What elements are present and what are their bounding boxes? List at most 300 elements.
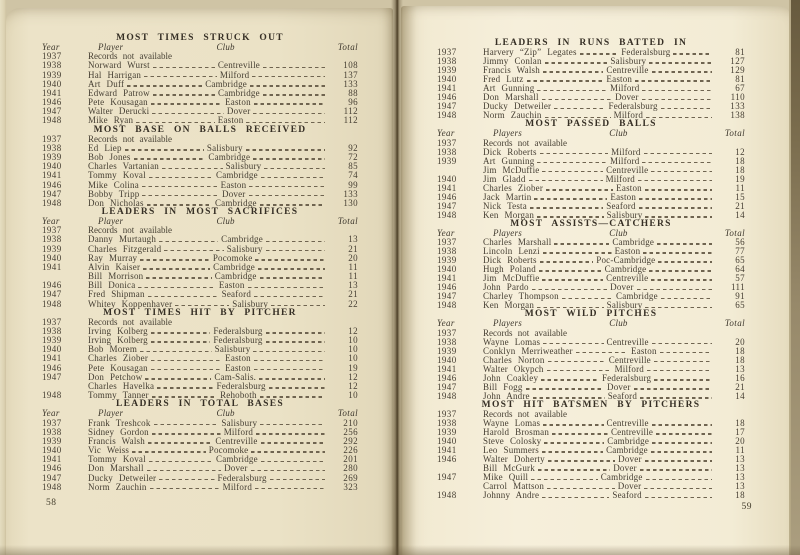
row-year: 1948 bbox=[42, 298, 62, 309]
row-club: Cambridge bbox=[213, 261, 255, 272]
dotted-leader bbox=[540, 153, 608, 155]
row-total: 10 bbox=[348, 390, 359, 401]
dotted-leader bbox=[152, 433, 221, 435]
dotted-leader bbox=[661, 108, 712, 110]
dotted-leader bbox=[263, 67, 325, 69]
column-label-total: Total bbox=[337, 42, 359, 53]
dotted-leader bbox=[270, 479, 325, 481]
dotted-leader bbox=[530, 207, 603, 209]
row-total: 10 bbox=[348, 353, 358, 364]
row-player: Fred Lutz bbox=[483, 74, 524, 85]
section-title: LEADERS IN TOTAL BASES bbox=[116, 399, 284, 410]
dotted-leader bbox=[260, 424, 325, 426]
row-player: Don Marshall bbox=[88, 463, 144, 474]
dotted-leader bbox=[252, 76, 325, 78]
row-player: Jimmy Conlan bbox=[483, 56, 542, 67]
row-club: Centreville bbox=[606, 164, 649, 175]
row-total: 112 bbox=[343, 115, 359, 126]
row-club: Salisbury bbox=[225, 161, 262, 172]
dotted-leader bbox=[639, 207, 712, 209]
row-club: Centreville bbox=[606, 417, 649, 428]
dotted-leader bbox=[644, 153, 712, 155]
row-player: Irving Kolberg bbox=[88, 335, 148, 346]
row-player: Bill Donica bbox=[88, 280, 136, 291]
dotted-leader bbox=[526, 388, 604, 390]
row-player: Whitey Koppenhaver bbox=[88, 298, 173, 309]
row-player: Norward Wurst bbox=[88, 60, 150, 71]
column-label-player: Player bbox=[98, 216, 124, 227]
row-total: 18 bbox=[735, 155, 746, 166]
row-player: Hal Harrigan bbox=[88, 69, 142, 80]
dotted-leader bbox=[552, 433, 608, 435]
row-player: Bill McGurk bbox=[483, 463, 535, 474]
row-year: 1948 bbox=[437, 490, 457, 501]
dotted-leader bbox=[125, 149, 204, 151]
row-year: 1937 bbox=[42, 51, 62, 62]
row-club: Cambridge bbox=[221, 234, 263, 245]
row-year: 1947 bbox=[437, 101, 457, 112]
dotted-leader bbox=[142, 186, 218, 188]
row-player: Jim Gladd bbox=[483, 173, 526, 184]
row-total: 64 bbox=[735, 264, 745, 275]
dotted-leader bbox=[151, 332, 210, 334]
row-club: Rehoboth bbox=[220, 390, 257, 401]
page-number-left: 58 bbox=[46, 498, 57, 508]
dotted-leader bbox=[541, 379, 599, 381]
row-club: Dover bbox=[618, 454, 642, 465]
dotted-leader bbox=[576, 352, 628, 354]
row-total: 91 bbox=[735, 291, 746, 302]
dotted-leader bbox=[149, 461, 213, 463]
row-player: Harold Brosman bbox=[483, 427, 550, 438]
dotted-leader bbox=[146, 277, 211, 279]
row-year: 1941 bbox=[42, 87, 62, 98]
dotted-leader bbox=[138, 287, 215, 289]
row-total: 112 bbox=[343, 106, 358, 117]
column-label-club: Club bbox=[216, 216, 235, 227]
row-year: 1948 bbox=[42, 197, 62, 208]
column-label-player: Player bbox=[98, 408, 124, 419]
dotted-leader bbox=[643, 252, 712, 254]
dotted-leader bbox=[542, 451, 603, 453]
column-label-year: Year bbox=[42, 408, 60, 419]
scan-bottom-shadow bbox=[0, 545, 800, 555]
dotted-leader bbox=[263, 94, 325, 96]
row-player: Bill Morrison bbox=[88, 271, 144, 282]
dotted-leader bbox=[153, 67, 215, 69]
row-club: Cambridge bbox=[214, 271, 257, 282]
row-total: 130 bbox=[343, 197, 359, 208]
dotted-leader bbox=[151, 341, 210, 343]
row-total: 11 bbox=[735, 182, 745, 193]
row-club: Centreville bbox=[606, 273, 649, 284]
dotted-leader bbox=[136, 122, 215, 124]
row-total: 110 bbox=[730, 92, 745, 103]
dotted-leader bbox=[652, 343, 712, 345]
row-club: Cambridge bbox=[214, 197, 257, 208]
row-year: 1940 bbox=[437, 354, 457, 365]
row-year: 1947 bbox=[437, 381, 457, 392]
row-total: 85 bbox=[348, 161, 358, 172]
row-player: Pete Kousagan bbox=[88, 362, 148, 373]
dotted-leader bbox=[658, 261, 712, 263]
row-year: 1947 bbox=[42, 371, 62, 382]
dotted-leader bbox=[151, 369, 222, 371]
row-year: 1938 bbox=[437, 246, 457, 257]
row-total: 13 bbox=[735, 463, 746, 474]
row-club: Seaford bbox=[612, 490, 642, 501]
dotted-leader bbox=[258, 268, 325, 270]
dotted-leader bbox=[534, 198, 607, 200]
row-player: Walter Derucki bbox=[88, 106, 150, 117]
row-player: Frank Treshcok bbox=[88, 417, 151, 428]
row-total: 65 bbox=[735, 255, 745, 266]
dotted-leader bbox=[645, 460, 712, 462]
dotted-leader bbox=[148, 442, 212, 444]
row-player: Jim McDuffie bbox=[483, 273, 540, 284]
row-total: 13 bbox=[735, 363, 746, 374]
dotted-leader bbox=[525, 325, 606, 327]
dotted-leader bbox=[543, 424, 603, 426]
column-label-club: Club bbox=[609, 128, 628, 139]
row-year: 1941 bbox=[42, 454, 62, 465]
row-club: Cambridge bbox=[604, 264, 647, 275]
row-total: 137 bbox=[343, 69, 359, 80]
row-total: 108 bbox=[343, 60, 358, 71]
row-year: 1946 bbox=[437, 282, 457, 293]
row-year: 1938 bbox=[42, 142, 62, 153]
row-total: 10 bbox=[348, 344, 358, 355]
row-total: 99 bbox=[348, 179, 358, 190]
dotted-leader bbox=[640, 469, 712, 471]
row-total: 18 bbox=[735, 164, 746, 175]
row-club: Easton bbox=[616, 182, 642, 193]
row-club: Seaford bbox=[607, 390, 638, 401]
row-player: Hugh Poland bbox=[483, 264, 536, 275]
dotted-leader bbox=[266, 341, 325, 343]
row-club: Cambridge bbox=[216, 170, 258, 181]
row-note: Records not available bbox=[88, 316, 172, 327]
row-club: Dover bbox=[613, 463, 637, 474]
row-total: 22 bbox=[348, 298, 359, 309]
row-total: 111 bbox=[730, 282, 745, 293]
column-label-player: Players bbox=[493, 128, 522, 139]
section-title: MOST PASSED BALLS bbox=[525, 119, 657, 130]
dotted-leader bbox=[266, 332, 325, 334]
section-title: MOST HIT BATSMEN BY PITCHERS bbox=[481, 399, 701, 410]
row-player: Harvery “Zip” Legates bbox=[483, 47, 577, 58]
row-club: Salisbury bbox=[214, 344, 251, 355]
row-note: Records not available bbox=[483, 137, 567, 148]
row-total: 292 bbox=[343, 435, 358, 446]
row-club: Federalsburg bbox=[213, 335, 263, 346]
row-club: Easton bbox=[225, 362, 251, 373]
column-label-total: Total bbox=[337, 408, 359, 419]
row-club: Salisbury bbox=[606, 209, 643, 220]
dotted-leader bbox=[260, 396, 325, 398]
row-total: 12 bbox=[348, 380, 358, 391]
row-total: 133 bbox=[343, 78, 359, 89]
row-player: Mike Colina bbox=[88, 179, 139, 190]
column-label-total: Total bbox=[724, 227, 745, 238]
dotted-leader bbox=[554, 108, 605, 110]
dotted-leader bbox=[537, 162, 607, 164]
column-label-player: Player bbox=[98, 42, 124, 53]
row-player: Ken Morgan bbox=[483, 300, 535, 311]
row-year: 1937 bbox=[42, 225, 62, 236]
dotted-leader bbox=[645, 189, 712, 191]
row-club: Centreville bbox=[215, 435, 258, 446]
row-player: Charles Ziober bbox=[88, 353, 149, 364]
page-left bbox=[6, 8, 393, 555]
row-year: 1946 bbox=[42, 280, 62, 291]
dotted-leader bbox=[527, 80, 604, 82]
dotted-leader bbox=[542, 279, 603, 281]
dotted-leader bbox=[153, 94, 215, 96]
row-year: 1941 bbox=[437, 445, 457, 456]
row-player: Johnny Andre bbox=[483, 490, 540, 501]
table-row bbox=[437, 491, 745, 500]
row-player: Don Nicholas bbox=[88, 197, 144, 208]
dotted-leader bbox=[261, 461, 325, 463]
row-total: 13 bbox=[735, 481, 746, 492]
row-year: 1941 bbox=[437, 182, 457, 193]
section-title: MOST WILD PITCHES bbox=[524, 309, 658, 320]
row-club: Easton bbox=[606, 74, 633, 85]
section-title: MOST TIMES STRUCK OUT bbox=[116, 33, 284, 43]
dotted-leader bbox=[162, 168, 223, 170]
row-year: 1940 bbox=[42, 252, 62, 263]
row-club: Centreville bbox=[606, 65, 649, 76]
row-note: Records not available bbox=[483, 327, 567, 338]
row-player: John Pardo bbox=[483, 282, 529, 293]
row-total: 12 bbox=[735, 146, 745, 157]
dotted-leader bbox=[529, 180, 603, 182]
row-club: Dover bbox=[607, 381, 631, 392]
dotted-leader bbox=[537, 307, 604, 309]
dotted-leader bbox=[543, 71, 603, 73]
row-player: Carrol Mattson bbox=[483, 481, 545, 492]
dotted-leader bbox=[546, 189, 613, 191]
row-club: Salisbury bbox=[226, 243, 263, 254]
row-year: 1939 bbox=[42, 335, 62, 346]
row-year: 1946 bbox=[437, 191, 457, 202]
row-total: 11 bbox=[348, 261, 358, 272]
row-year: 1946 bbox=[437, 372, 457, 383]
row-player: Charles Fitzgerald bbox=[88, 243, 162, 254]
row-club: Centreville bbox=[217, 60, 260, 71]
row-player: Francis Walsh bbox=[88, 435, 145, 446]
dotted-leader bbox=[645, 216, 712, 218]
row-year: 1938 bbox=[42, 326, 62, 336]
row-club: Dover bbox=[226, 106, 251, 117]
row-year: 1939 bbox=[42, 435, 62, 446]
row-year: 1946 bbox=[42, 97, 62, 108]
row-player: Don Petchow bbox=[88, 371, 143, 382]
row-year: 1938 bbox=[437, 146, 457, 157]
row-player: Walter Doherty bbox=[483, 454, 545, 465]
row-note: Records not available bbox=[483, 408, 567, 419]
row-year: 1938 bbox=[437, 56, 457, 67]
dotted-leader bbox=[259, 378, 325, 380]
row-year: 1937 bbox=[437, 47, 457, 58]
dotted-leader bbox=[548, 460, 615, 462]
dotted-leader bbox=[154, 424, 219, 426]
row-player: Norm Zauchin bbox=[88, 481, 147, 492]
dotted-leader bbox=[652, 424, 712, 426]
row-club: Pocomoke bbox=[212, 252, 253, 263]
row-total: 127 bbox=[730, 56, 745, 67]
row-club: Milford bbox=[614, 363, 645, 374]
row-year: 1946 bbox=[42, 362, 62, 373]
dotted-leader bbox=[642, 90, 712, 92]
table-row bbox=[42, 483, 358, 492]
dotted-leader bbox=[640, 397, 712, 399]
dotted-leader bbox=[144, 76, 217, 78]
dotted-leader bbox=[635, 80, 712, 82]
row-total: 138 bbox=[730, 110, 746, 121]
dotted-leader bbox=[543, 252, 612, 254]
row-total: 15 bbox=[735, 191, 746, 202]
dotted-leader bbox=[145, 378, 211, 380]
dotted-leader bbox=[647, 370, 712, 372]
row-club: Dover bbox=[224, 463, 248, 474]
row-player: Bob Morem bbox=[88, 344, 138, 355]
row-total: 14 bbox=[735, 390, 746, 401]
dotted-leader bbox=[255, 259, 325, 261]
row-player: Steve Colosky bbox=[483, 436, 542, 447]
row-club: Cambridge bbox=[600, 472, 643, 483]
dotted-leader bbox=[238, 222, 325, 224]
dotted-leader bbox=[637, 289, 712, 291]
row-club: Cambridge bbox=[616, 291, 658, 302]
row-year: 1940 bbox=[437, 74, 457, 85]
dotted-leader bbox=[251, 470, 325, 472]
row-player: Fred Shipman bbox=[88, 289, 145, 300]
row-club: Easton bbox=[218, 280, 245, 291]
dotted-leader bbox=[634, 388, 712, 390]
row-year: 1938 bbox=[42, 234, 62, 245]
dotted-leader bbox=[256, 433, 325, 435]
row-player: Irving Kolberg bbox=[88, 326, 148, 336]
row-total: 323 bbox=[343, 481, 359, 492]
row-club: Milford bbox=[222, 481, 253, 492]
dotted-leader bbox=[266, 250, 325, 252]
row-year: 1938 bbox=[42, 426, 62, 437]
dotted-leader bbox=[246, 122, 325, 124]
row-player: Bob Jones bbox=[88, 152, 131, 163]
row-year: 1938 bbox=[437, 417, 457, 428]
row-player: Sidney Gordon bbox=[88, 426, 149, 437]
row-player: Mike Quill bbox=[483, 472, 529, 483]
dotted-leader bbox=[580, 53, 619, 55]
row-total: 11 bbox=[735, 445, 745, 456]
dotted-leader bbox=[542, 99, 612, 101]
row-total: 21 bbox=[348, 243, 358, 254]
dotted-leader bbox=[127, 85, 202, 87]
dotted-leader bbox=[673, 53, 712, 55]
dotted-leader bbox=[238, 48, 325, 50]
row-player: Charles Marshall bbox=[483, 237, 552, 248]
row-total: 226 bbox=[343, 445, 359, 456]
dotted-leader bbox=[631, 135, 712, 137]
row-year: 1937 bbox=[437, 327, 457, 338]
row-total: 88 bbox=[348, 87, 359, 98]
row-total: 13 bbox=[735, 472, 746, 483]
dotted-leader bbox=[532, 289, 607, 291]
dotted-leader bbox=[631, 234, 712, 236]
row-year: 1941 bbox=[437, 363, 457, 374]
dotted-leader bbox=[164, 250, 223, 252]
dotted-leader bbox=[175, 305, 229, 307]
column-label-total: Total bbox=[337, 216, 359, 227]
dotted-leader bbox=[644, 488, 712, 490]
row-club: Cambridge bbox=[607, 436, 650, 447]
row-year: 1941 bbox=[42, 261, 62, 272]
dotted-leader bbox=[253, 158, 325, 160]
page-right-content bbox=[437, 39, 745, 500]
column-label-year: Year bbox=[437, 128, 455, 139]
dotted-leader bbox=[151, 103, 222, 105]
dotted-leader bbox=[639, 198, 712, 200]
page-right bbox=[401, 6, 790, 555]
row-year: 1940 bbox=[437, 173, 457, 184]
dotted-leader bbox=[126, 415, 213, 417]
dotted-leader bbox=[149, 177, 213, 179]
dotted-leader bbox=[157, 387, 213, 389]
row-player: Tommy Tanner bbox=[88, 390, 149, 401]
row-club: Seaford bbox=[606, 200, 636, 211]
row-total: 133 bbox=[730, 101, 745, 112]
row-year: 1947 bbox=[437, 291, 457, 302]
dotted-leader bbox=[150, 488, 220, 490]
row-total: 77 bbox=[735, 246, 746, 257]
dotted-leader bbox=[645, 307, 712, 309]
row-total: 21 bbox=[348, 289, 359, 300]
dotted-leader bbox=[642, 99, 712, 101]
dotted-leader bbox=[132, 451, 206, 453]
row-player: Dick Roberts bbox=[483, 146, 537, 157]
row-player: Art Duff bbox=[88, 78, 125, 89]
row-year: 1939 bbox=[437, 155, 457, 166]
row-total: 10 bbox=[348, 335, 359, 346]
row-club: Salisbury bbox=[232, 298, 269, 309]
column-label-year: Year bbox=[42, 42, 60, 53]
row-year: 1947 bbox=[437, 200, 457, 211]
row-club: Poc-Cambridge bbox=[596, 255, 656, 266]
dotted-leader bbox=[142, 195, 219, 197]
dotted-leader bbox=[152, 396, 217, 398]
row-year: 1941 bbox=[437, 273, 457, 284]
row-club: Milford bbox=[610, 155, 640, 166]
dotted-leader bbox=[642, 162, 712, 164]
dotted-leader bbox=[261, 177, 325, 179]
row-year: 1937 bbox=[42, 417, 62, 428]
row-total: 65 bbox=[735, 300, 746, 311]
row-club: Centreville bbox=[606, 336, 649, 347]
row-total: 20 bbox=[735, 436, 745, 447]
row-club: Dover bbox=[615, 92, 639, 103]
row-year: 1940 bbox=[437, 436, 457, 447]
row-player: Jim McDuffie bbox=[483, 164, 540, 175]
dotted-leader bbox=[657, 243, 712, 245]
section-title: MOST TIMES HIT BY PITCHER bbox=[103, 307, 297, 318]
dotted-leader bbox=[537, 90, 607, 92]
dotted-leader bbox=[254, 103, 325, 105]
row-player: Ducky Detweiler bbox=[88, 472, 157, 483]
row-year: 1941 bbox=[42, 353, 62, 364]
row-year: 1941 bbox=[42, 170, 62, 181]
